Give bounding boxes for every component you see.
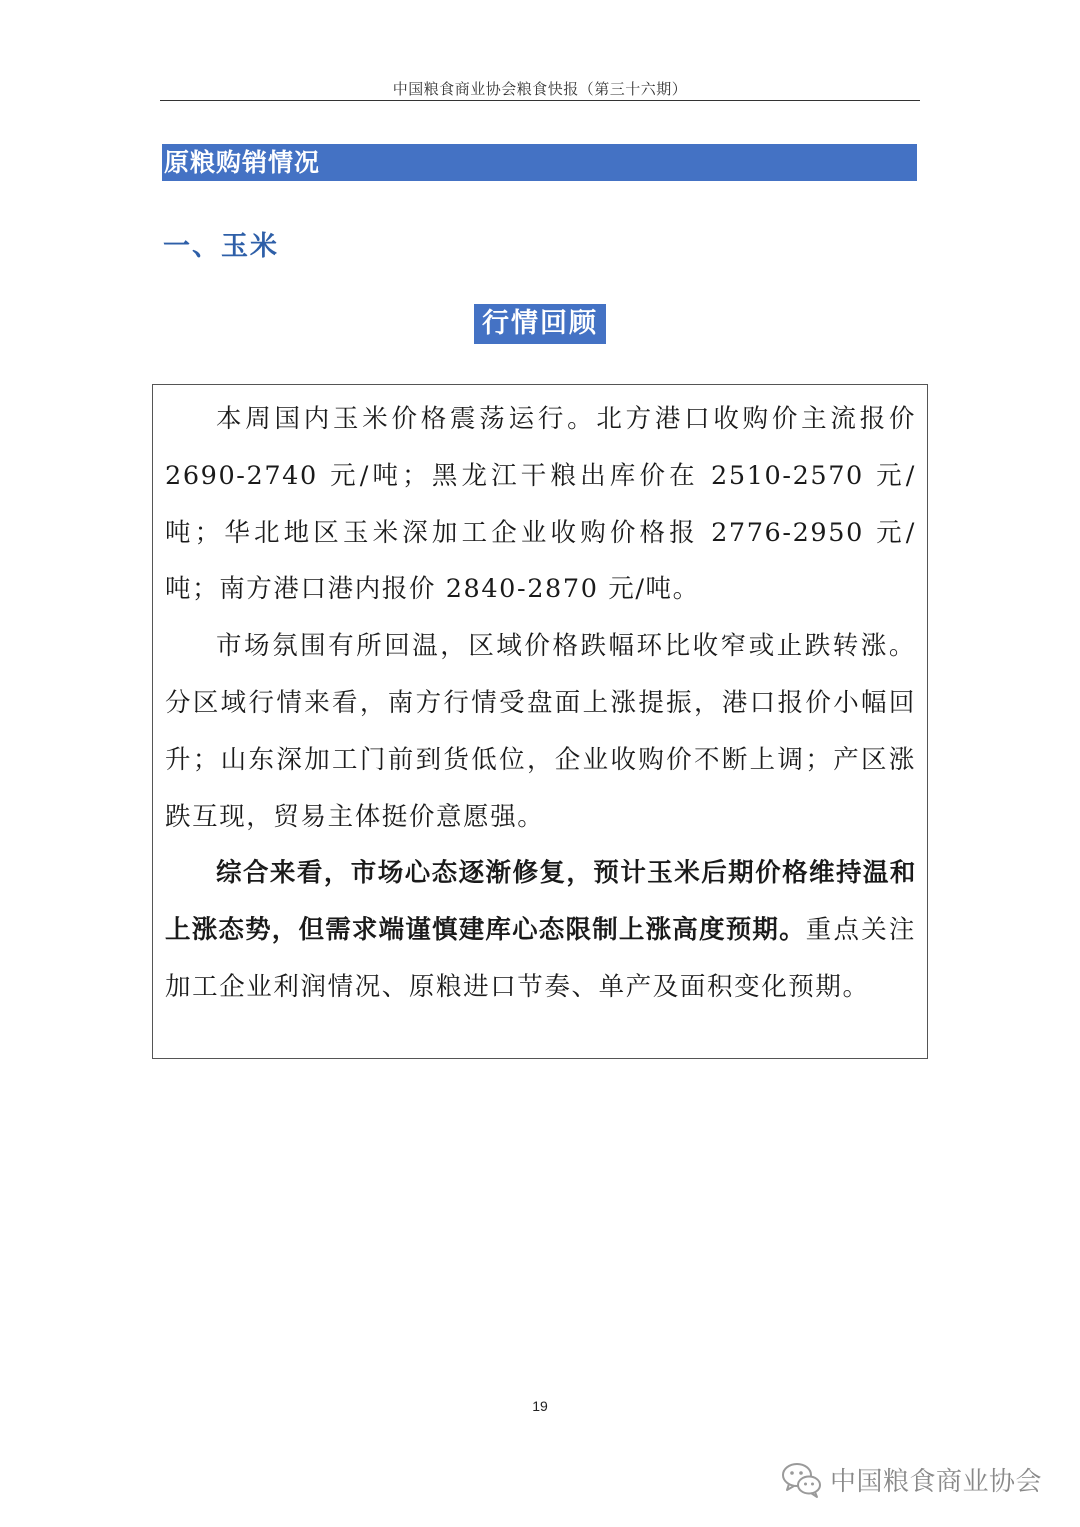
subsection-title: 一、玉米	[163, 231, 279, 262]
paragraph-price-overview: 本周国内玉米价格震荡运行。北方港口收购价主流报价2690-2740 元/吨；黑龙江干粮出库价在 2510-2570 元/吨；华北地区玉米深加工企业收购价格报 2776-2950 元/吨；南方港口港内报价 2840-2870 元/吨。	[165, 404, 916, 605]
review-tag	[474, 304, 606, 344]
outlook-summary-bold: 综合来看，市场心态逐渐修复，预计玉米后期价格维持温和上涨态势，但需求端谨慎建库心态限制上涨高度预期。	[165, 858, 916, 946]
section-title: 原粮购销情况	[164, 148, 321, 177]
watermark	[780, 1459, 1042, 1499]
page-number: 19	[532, 1398, 548, 1414]
outlook-focus-points: 重点关注加工企业利润情况、原粮进口节奏、单产及面积变化预期。	[165, 915, 916, 1002]
market-review-box	[152, 384, 928, 1059]
wechat-icon	[780, 1459, 824, 1499]
paragraph-regional-market: 市场氛围有所回温，区域价格跌幅环比收窄或止跌转涨。分区域行情来看，南方行情受盘面上涨提振，港口报价小幅回升；山东深加工门前到货低位，企业收购价不断上调；产区涨跌互现，贸易主体挺价意愿强。	[165, 631, 916, 832]
paragraph-outlook	[165, 845, 916, 1015]
review-tag-label: 行情回顾	[482, 308, 598, 339]
header-divider	[160, 100, 920, 101]
section-heading-bar	[162, 144, 917, 181]
running-header: 中国粮食商业协会粮食快报（第三十六期）	[392, 80, 688, 98]
watermark-text: 中国粮食商业协会	[830, 1466, 1043, 1497]
